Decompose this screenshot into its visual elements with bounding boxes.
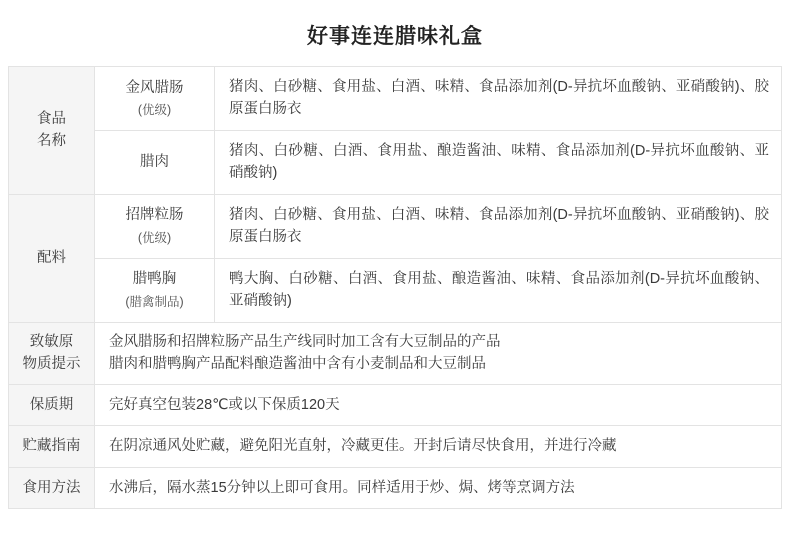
table-row: [9, 467, 782, 508]
product-ingredients: 猪肉、白砂糖、食用盐、白酒、味精、食品添加剂(D-异抗坏血酸钠、亚硝酸钠)、胶原蛋白肠衣: [215, 194, 782, 258]
row-label-food-name-line2: 名称: [37, 133, 66, 150]
product-name: 腊肉: [140, 154, 169, 171]
row-label-food-name-line1: 食品: [37, 110, 66, 127]
table-row: [9, 194, 782, 258]
storage-value: 在阴凉通风处贮藏，避免阳光直射，冷藏更佳。开封后请尽快食用，并进行冷藏: [95, 426, 782, 467]
product-name-cell: [95, 67, 215, 131]
shelf-life-value: 完好真空包装28℃或以下保质120天: [95, 384, 782, 425]
page-title: 好事连连腊味礼盒: [307, 25, 483, 48]
allergen-line-1: 金风腊肠和招牌粒肠产品生产线同时加工含有大豆制品的产品: [109, 333, 501, 350]
table-row: [9, 67, 782, 131]
row-label-allergen: [9, 322, 95, 384]
product-ingredients: 猪肉、白砂糖、食用盐、白酒、味精、食品添加剂(D-异抗坏血酸钠、亚硝酸钠)、胶原蛋白肠衣: [215, 67, 782, 131]
product-ingredients: 猪肉、白砂糖、白酒、食用盐、酿造酱油、味精、食品添加剂(D-异抗坏血酸钠、亚硝酸钠): [215, 130, 782, 194]
row-label-ingredients: 配料: [9, 194, 95, 322]
allergen-content: [95, 322, 782, 384]
row-label-allergen-line1: 致敏原: [29, 333, 74, 350]
product-name: 金风腊肠: [125, 79, 184, 96]
table-row: [9, 130, 782, 194]
row-label-storage: 贮藏指南: [9, 426, 95, 467]
specification-table: [8, 66, 782, 509]
usage-value: 水沸后，隔水蒸15分钟以上即可食用。同样适用于炒、焗、烤等烹调方法: [95, 467, 782, 508]
row-label-shelf-life: 保质期: [9, 384, 95, 425]
product-grade: (腊禽制品): [125, 294, 184, 309]
product-ingredients: 鸭大胸、白砂糖、白酒、食用盐、酿造酱油、味精、食品添加剂(D-异抗坏血酸钠、亚硝酸钠): [215, 258, 782, 322]
product-name: 招牌粒肠: [125, 207, 184, 224]
product-name-cell: [95, 258, 215, 322]
row-label-usage: 食用方法: [9, 467, 95, 508]
table-row: [9, 426, 782, 467]
table-row: [9, 384, 782, 425]
table-row: [9, 258, 782, 322]
row-label-food-name: [9, 67, 95, 195]
product-name: 腊鸭胸: [132, 271, 177, 288]
product-grade: (优级): [137, 230, 172, 245]
allergen-line-2: 腊肉和腊鸭胸产品配料酿造酱油中含有小麦制品和大豆制品: [109, 356, 486, 373]
product-grade: (优级): [137, 103, 172, 118]
table-row: [9, 322, 782, 384]
product-name-cell: [95, 130, 215, 194]
row-label-allergen-line2: 物质提示: [22, 356, 81, 373]
product-name-cell: [95, 194, 215, 258]
